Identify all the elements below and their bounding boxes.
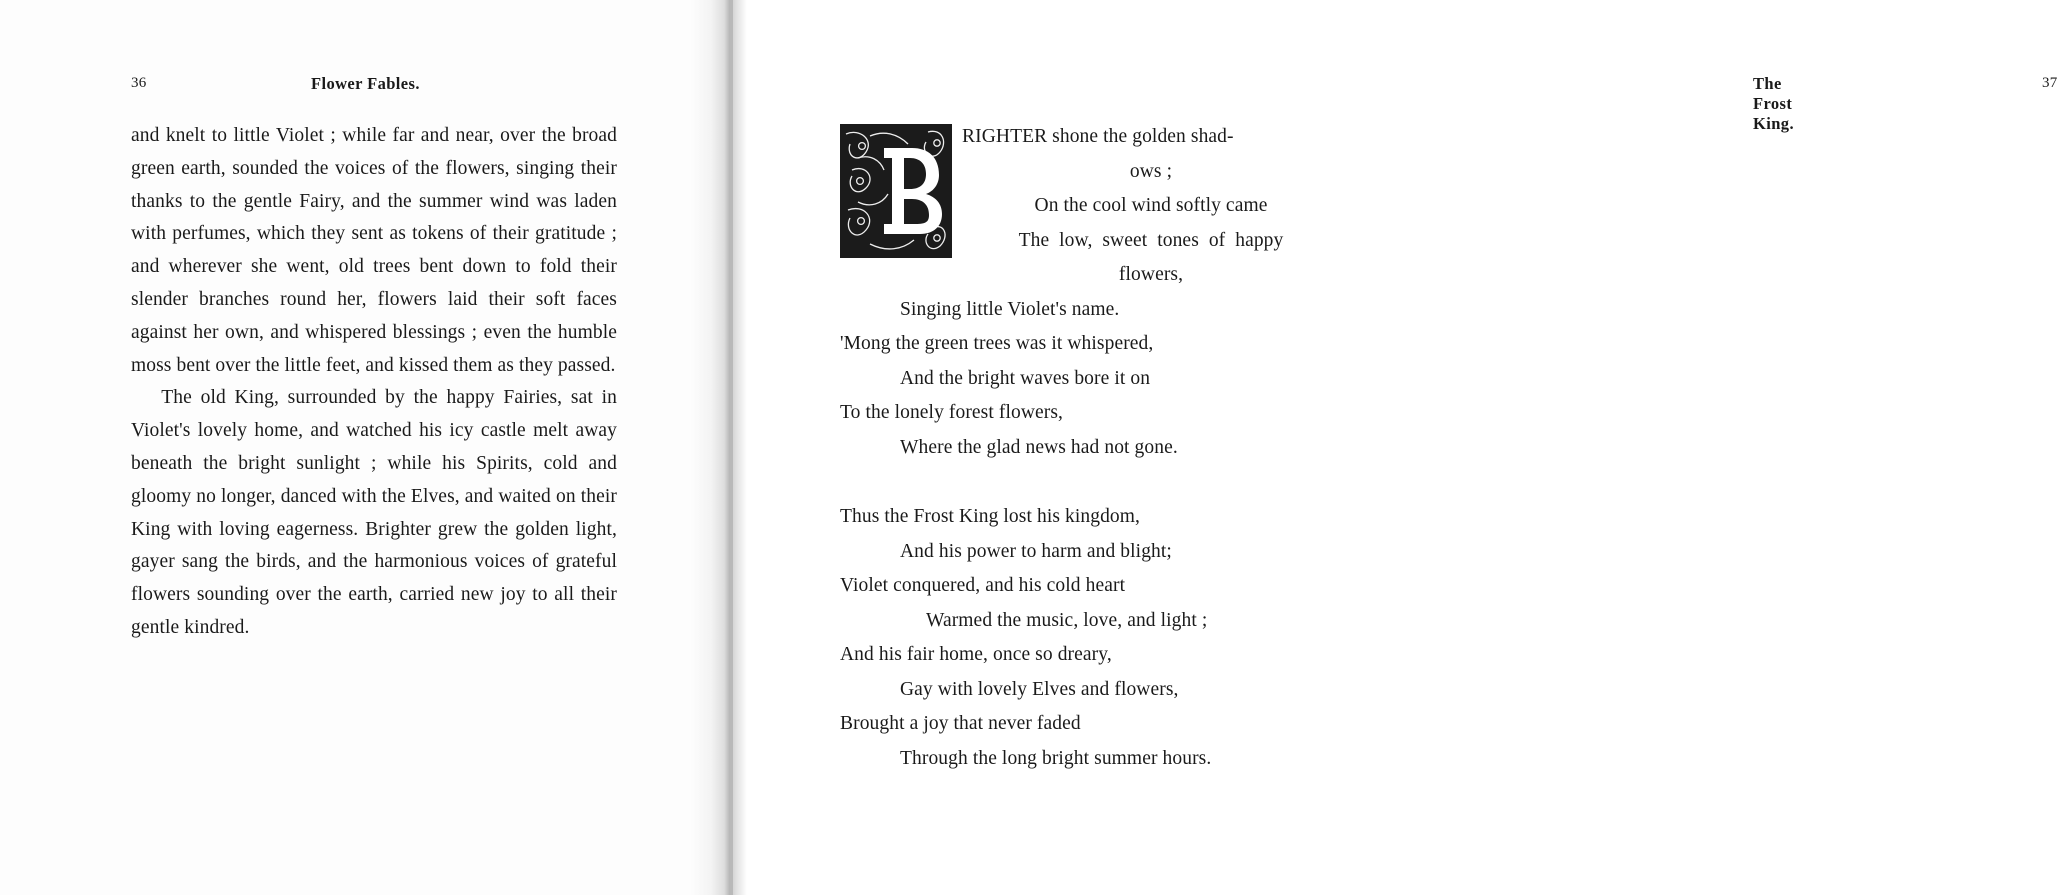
- page-number-right: 37: [2042, 75, 2058, 91]
- poem-line: Singing little Violet's name.: [900, 298, 1120, 320]
- ornamental-initial-icon: [840, 124, 952, 258]
- poem-line: Brought a joy that never faded: [840, 713, 1081, 734]
- poem-line: Violet conquered, and his cold heart: [840, 575, 1126, 596]
- poem-line: Warmed the music, love, and light ;: [926, 609, 1208, 631]
- paragraph: The old King, surrounded by the happy Fairies, sat in Violet's lovely home, and watched his icy castle melt away beneath the bright sunlight ; while his Spirits, cold and gloomy no longer, danced with the Elves, and waited on their King with loving eagerness. Brighter grew the golden light, gayer sang the birds, and the harmonious voices of grateful flowers sounding over the earth, carried new joy to all their gentle kindred.: [131, 387, 617, 638]
- poem-line: And his power to harm and blight;: [900, 540, 1172, 562]
- poem-line: The low, sweet tones of happy: [1018, 229, 1284, 251]
- poem-line: ows ;: [1129, 160, 1173, 182]
- poem-line: RIGHTER shone the golden shad-: [962, 126, 1234, 147]
- poem-line: 'Mong the green trees was it whispered,: [840, 333, 1154, 354]
- poem-column: [840, 120, 1340, 776]
- paragraph: and knelt to little Violet ; while far and near, over the broad green earth, sounded the voices of the flowers, singing their thanks to the gentle Fairy, and the summer wind was laden with perfumes, which they sent as tokens of their gratitude ; and wherever she went, old trees bent down to fold their slender branches round her, flowers laid their soft faces against her own, and whispered blessings ; even the humble moss bent over the little feet, and kissed them as they passed.: [131, 125, 617, 376]
- poem-line: Through the long bright summer hours.: [900, 747, 1212, 769]
- poem-line: Thus the Frost King lost his kingdom,: [840, 506, 1141, 527]
- poem-line: To the lonely forest flowers,: [840, 402, 1064, 423]
- poem-line: On the cool wind softly came: [1034, 195, 1268, 216]
- poem-line: Where the glad news had not gone.: [900, 436, 1178, 458]
- stanza-two: [840, 500, 1340, 776]
- running-head-left: Flower Fables.: [311, 74, 420, 93]
- poem-line: And his fair home, once so dreary,: [840, 644, 1112, 665]
- poem-line: Gay with lovely Elves and flowers,: [900, 678, 1179, 700]
- page-number-left: 36: [131, 75, 147, 91]
- left-page: [0, 0, 735, 895]
- running-head-right: The Frost King.: [1753, 74, 1794, 133]
- stanza-one: [840, 120, 1340, 465]
- left-page-text-column: [131, 120, 617, 645]
- poem-line: flowers,: [1118, 264, 1184, 285]
- poem-line: And the bright waves bore it on: [900, 367, 1151, 389]
